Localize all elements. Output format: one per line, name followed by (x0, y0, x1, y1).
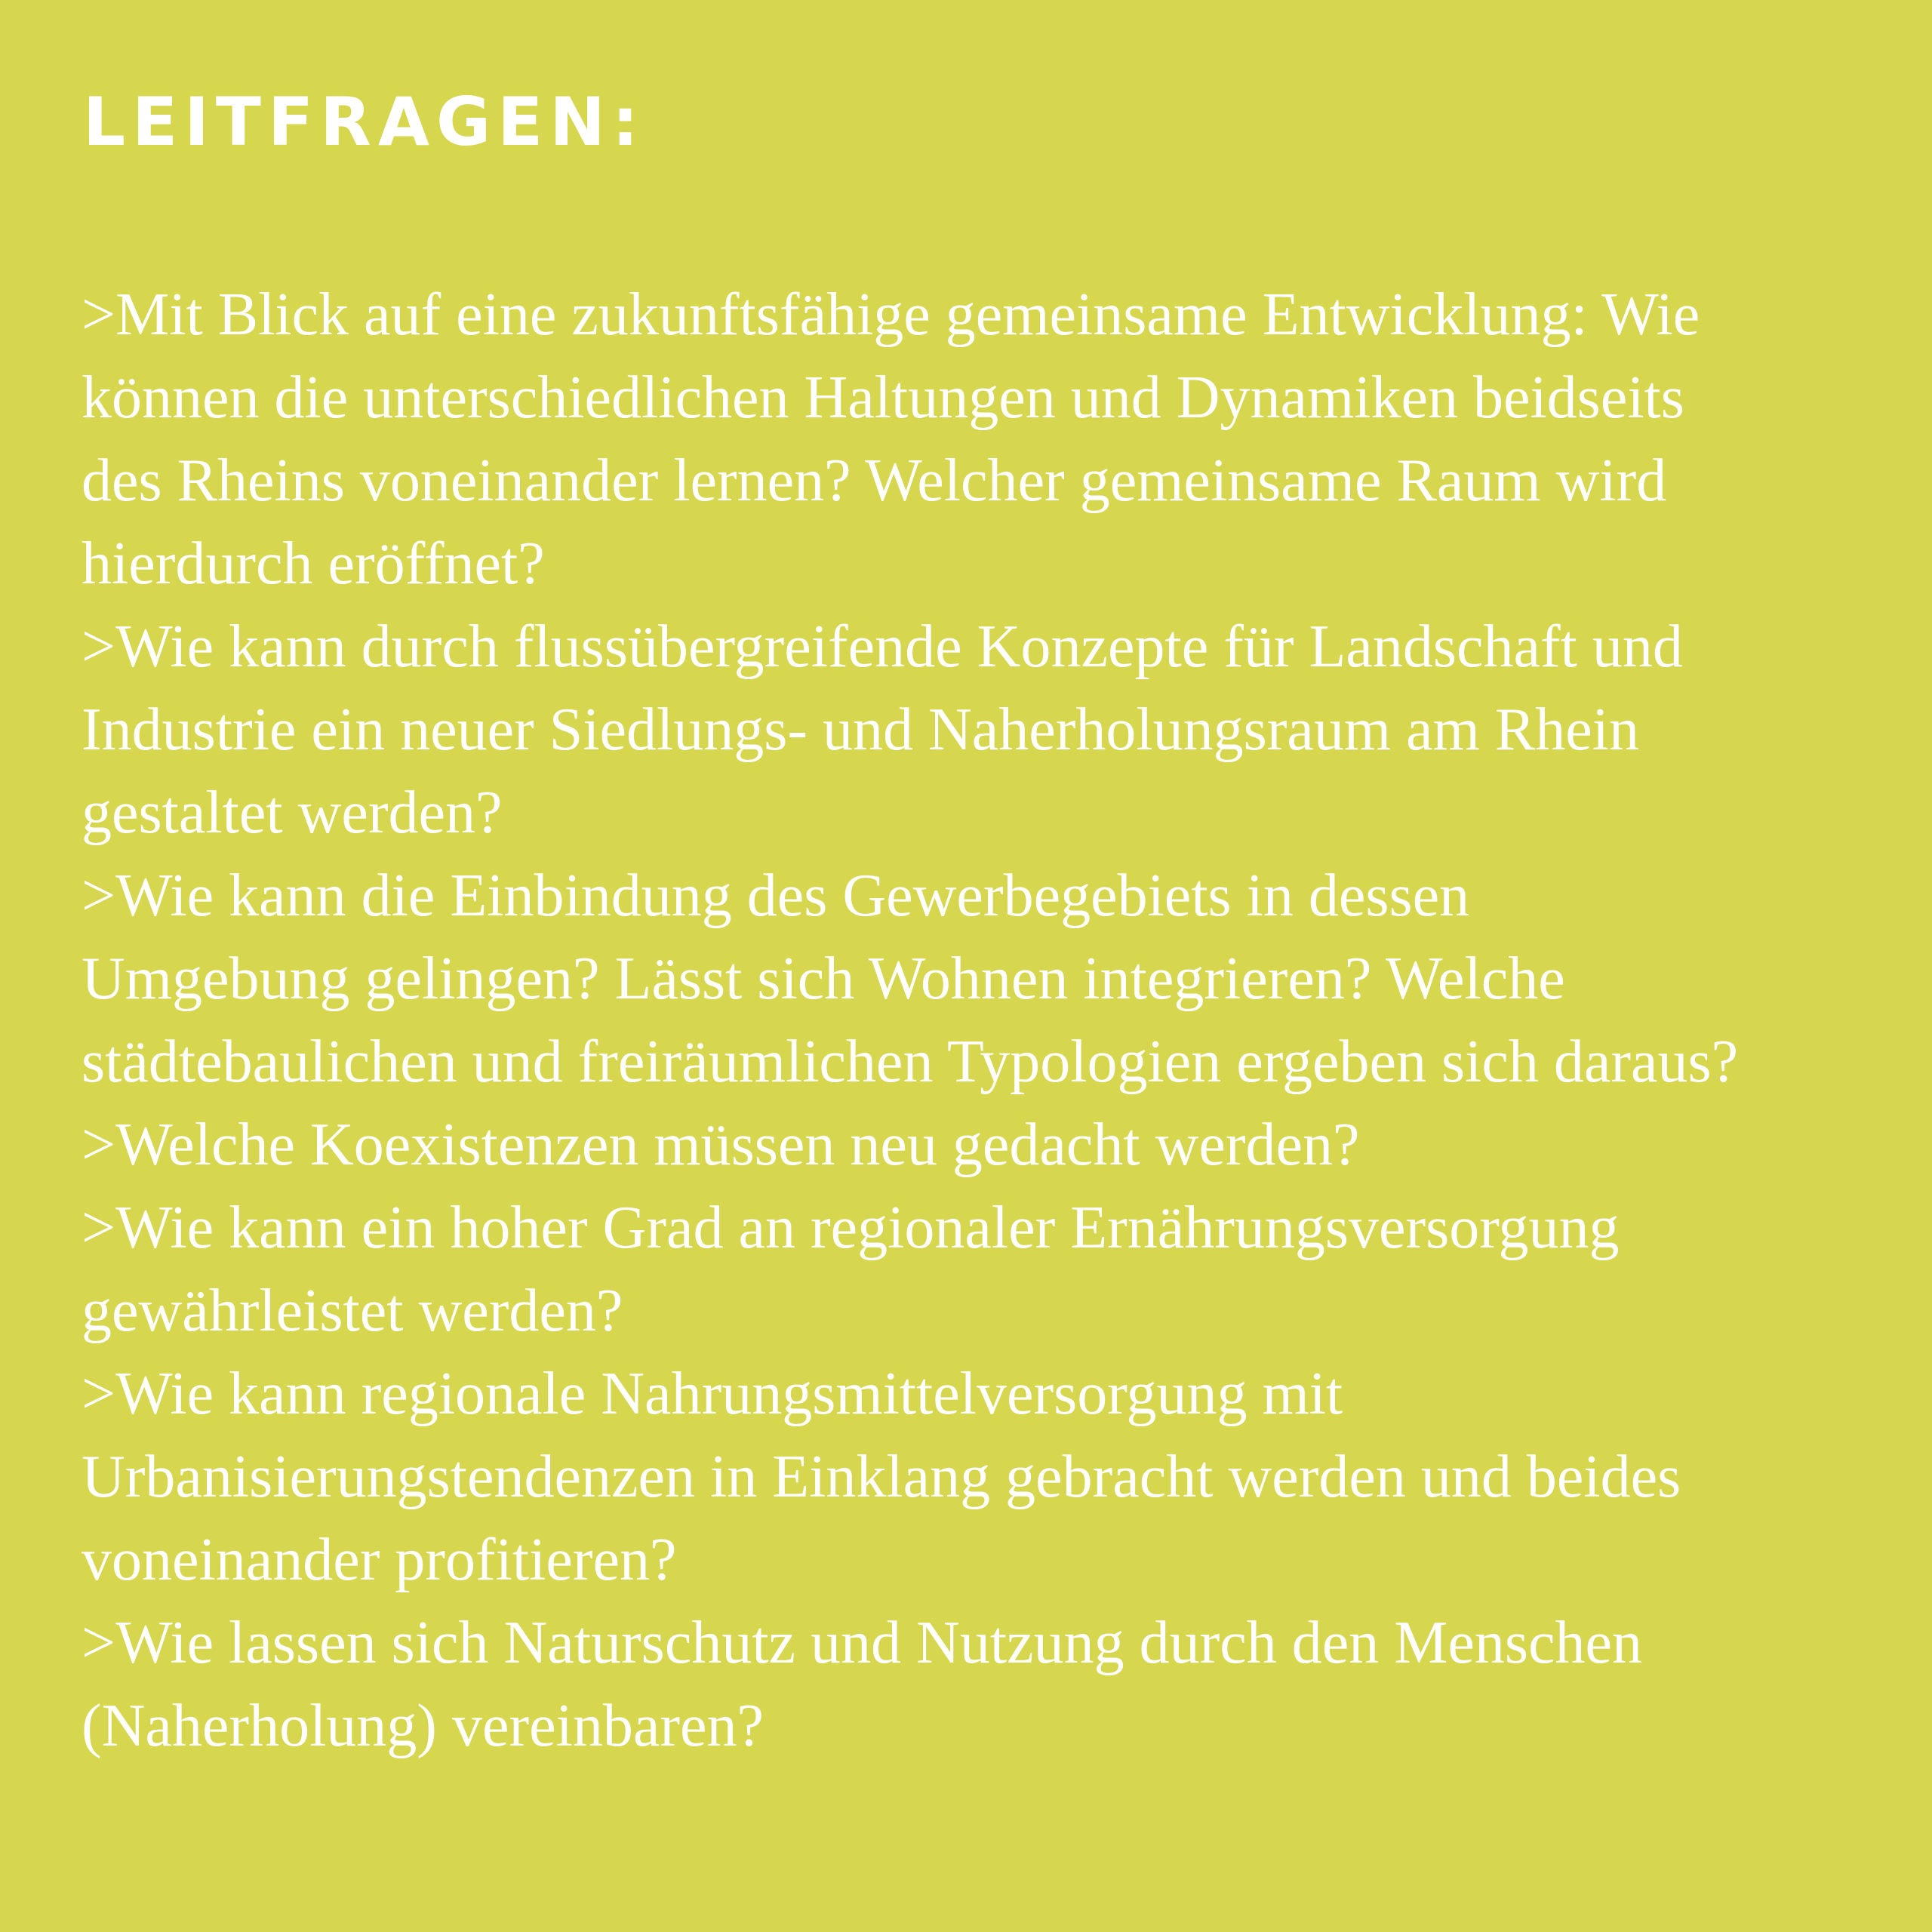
question-line: städtebaulichen und freiräumlichen Typologien ergeben sich daraus? (82, 1029, 1739, 1095)
question-list (82, 273, 1923, 1767)
question-item (82, 273, 1923, 605)
page-heading: LEITFRAGEN: (83, 83, 646, 161)
question-line: des Rheins voneinander lernen? Welcher gemeinsame Raum wird (82, 448, 1667, 514)
question-line: voneinander profitieren? (82, 1527, 677, 1593)
question-line: gewährleistet werden? (82, 1278, 623, 1344)
question-item (82, 854, 1923, 1103)
question-line: Urbanisierungstendenzen in Einklang gebracht werden und beides (82, 1444, 1681, 1510)
question-line: >Wie kann ein hoher Grad an regionaler Ernährungsversorgung (82, 1195, 1620, 1261)
question-line: Umgebung gelingen? Lässt sich Wohnen integrieren? Welche (82, 946, 1565, 1012)
question-line: >Mit Blick auf eine zukunftsfähige gemeinsame Entwicklung: Wie (82, 281, 1700, 348)
question-line: gestaltet werden? (82, 780, 503, 846)
question-line: hierdurch eröffnet? (82, 531, 545, 597)
question-line: >Wie kann regionale Nahrungsmittelversorgung mit (82, 1361, 1343, 1427)
question-line: (Naherholung) vereinbaren? (82, 1693, 764, 1759)
question-line: >Wie kann die Einbindung des Gewerbegebiets in dessen (82, 863, 1470, 929)
question-line: >Welche Koexistenzen müssen neu gedacht werden? (82, 1112, 1360, 1178)
question-item (82, 1601, 1923, 1767)
question-item (82, 605, 1923, 854)
question-line: >Wie lassen sich Naturschutz und Nutzung durch den Menschen (82, 1610, 1643, 1676)
question-line: Industrie ein neuer Siedlungs- und Naherholungsraum am Rhein (82, 697, 1639, 763)
question-line: können die unterschiedlichen Haltungen und Dynamiken beidseits (82, 365, 1684, 431)
question-item (82, 1186, 1923, 1352)
question-line: >Wie kann durch flussübergreifende Konzepte für Landschaft und (82, 614, 1683, 680)
question-item (82, 1352, 1923, 1601)
question-item (82, 1103, 1923, 1186)
